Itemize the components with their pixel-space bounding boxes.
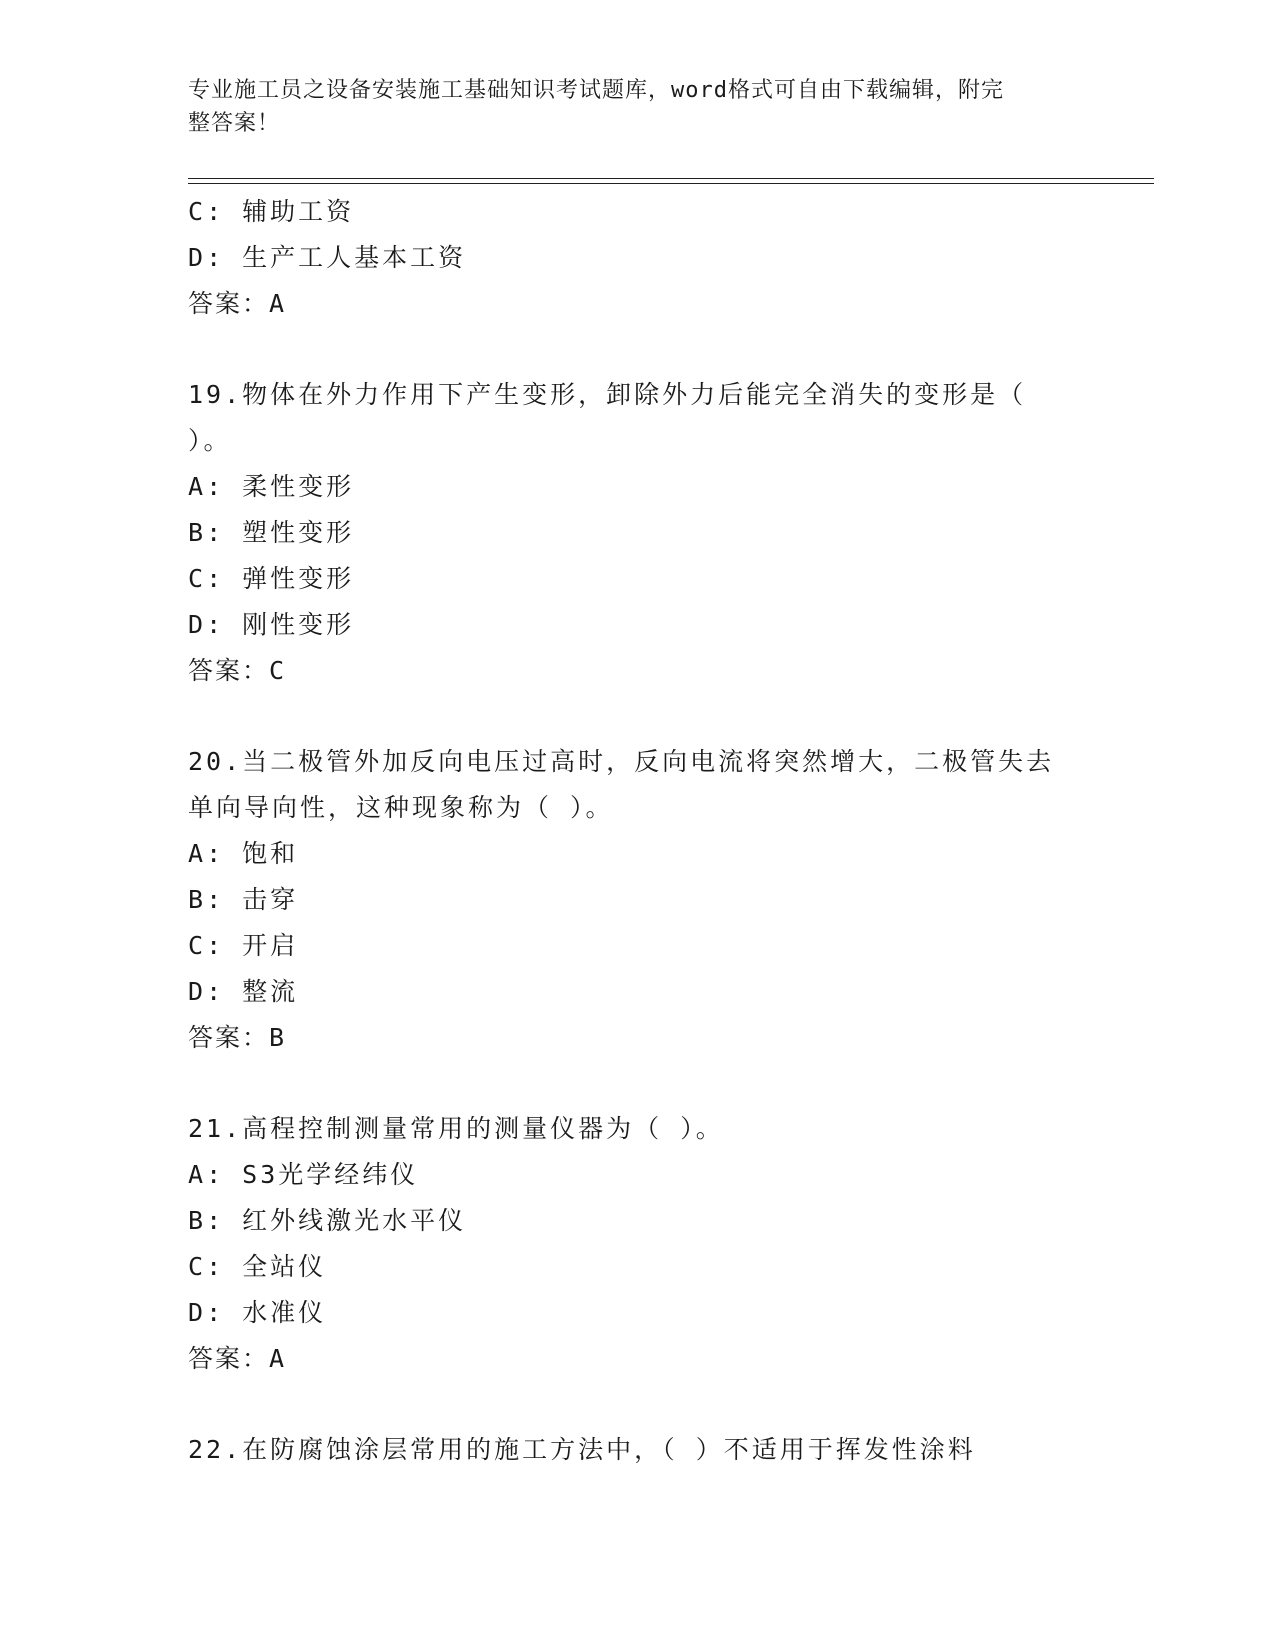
option-label: A xyxy=(188,472,207,501)
option-separator: : xyxy=(206,243,243,272)
option-text: 全站仪 xyxy=(242,1252,327,1281)
option-b xyxy=(188,1198,1088,1244)
option-separator: : xyxy=(206,1206,243,1235)
option-separator: : xyxy=(206,197,243,226)
option-label: D xyxy=(188,610,207,639)
option-text: 柔性变形 xyxy=(242,472,355,501)
answer-value: C xyxy=(269,656,287,685)
option-a xyxy=(188,831,1088,877)
header-divider-bottom xyxy=(188,183,1154,184)
answer-value: A xyxy=(269,1344,287,1373)
option-d xyxy=(188,1290,1088,1336)
answer-label: 答案： xyxy=(188,1344,270,1373)
option-text: S3光学经纬仪 xyxy=(242,1160,419,1189)
question-20-stem-line2: 单向导向性，这种现象称为（ ）。 xyxy=(188,793,614,822)
option-d xyxy=(188,602,1088,648)
answer-value: B xyxy=(269,1023,287,1052)
answer-line xyxy=(188,648,1088,694)
option-d xyxy=(188,235,1088,281)
option-text: 开启 xyxy=(242,931,299,960)
answer-value: A xyxy=(269,289,287,318)
option-separator: : xyxy=(206,472,243,501)
option-separator: : xyxy=(206,1160,243,1189)
option-a xyxy=(188,1152,1088,1198)
option-label: A xyxy=(188,839,207,868)
answer-line xyxy=(188,1015,1088,1061)
option-text: 击穿 xyxy=(242,885,299,914)
option-text: 生产工人基本工资 xyxy=(242,243,467,272)
option-d xyxy=(188,969,1088,1015)
header-title-line2: 整答案！ xyxy=(188,111,281,136)
answer-line xyxy=(188,1336,1088,1382)
option-separator: : xyxy=(206,931,243,960)
option-c xyxy=(188,1244,1088,1290)
question-list xyxy=(188,189,1088,1473)
option-separator: : xyxy=(206,518,243,547)
option-label: C xyxy=(188,564,207,593)
option-text: 刚性变形 xyxy=(242,610,355,639)
answer-label: 答案： xyxy=(188,1023,270,1052)
option-separator: : xyxy=(206,1298,243,1327)
option-a xyxy=(188,464,1088,510)
option-label: D xyxy=(188,1298,207,1327)
question-20-stem-line1: 20.当二极管外加反向电压过高时，反向电流将突然增大，二极管失去 xyxy=(188,747,1055,776)
option-text: 水准仪 xyxy=(242,1298,327,1327)
option-separator: : xyxy=(206,1252,243,1281)
answer-label: 答案： xyxy=(188,289,270,318)
answer-line xyxy=(188,281,1088,327)
option-text: 整流 xyxy=(242,977,299,1006)
question-21-stem-line1: 21.高程控制测量常用的测量仪器为（ ）。 xyxy=(188,1114,724,1143)
question-19-stem-line2: ）。 xyxy=(188,426,232,455)
option-separator: : xyxy=(206,610,243,639)
option-label: D xyxy=(188,243,207,272)
option-b xyxy=(188,510,1088,556)
option-c xyxy=(188,189,1088,235)
option-c xyxy=(188,923,1088,969)
option-separator: : xyxy=(206,885,243,914)
option-text: 弹性变形 xyxy=(242,564,355,593)
question-22-stem-line1: 22.在防腐蚀涂层常用的施工方法中，（ ）不适用于挥发性涂料 xyxy=(188,1435,976,1464)
option-label: C xyxy=(188,197,207,226)
option-text: 辅助工资 xyxy=(242,197,355,226)
option-text: 塑性变形 xyxy=(242,518,355,547)
option-c xyxy=(188,556,1088,602)
option-label: C xyxy=(188,931,207,960)
document-header xyxy=(188,74,1088,140)
option-text: 红外线激光水平仪 xyxy=(242,1206,467,1235)
option-label: B xyxy=(188,518,207,547)
option-label: D xyxy=(188,977,207,1006)
option-label: B xyxy=(188,885,207,914)
question-19-stem-line1: 19.物体在外力作用下产生变形，卸除外力后能完全消失的变形是（ xyxy=(188,380,1027,409)
answer-label: 答案： xyxy=(188,656,270,685)
option-label: A xyxy=(188,1160,207,1189)
header-title-line1: 专业施工员之设备安装施工基础知识考试题库，word格式可自由下载编辑，附完 xyxy=(188,78,1004,103)
option-text: 饱和 xyxy=(242,839,299,868)
option-separator: : xyxy=(206,564,243,593)
header-divider-top xyxy=(188,178,1154,179)
option-b xyxy=(188,877,1088,923)
option-separator: : xyxy=(206,977,243,1006)
option-separator: : xyxy=(206,839,243,868)
option-label: C xyxy=(188,1252,207,1281)
option-label: B xyxy=(188,1206,207,1235)
